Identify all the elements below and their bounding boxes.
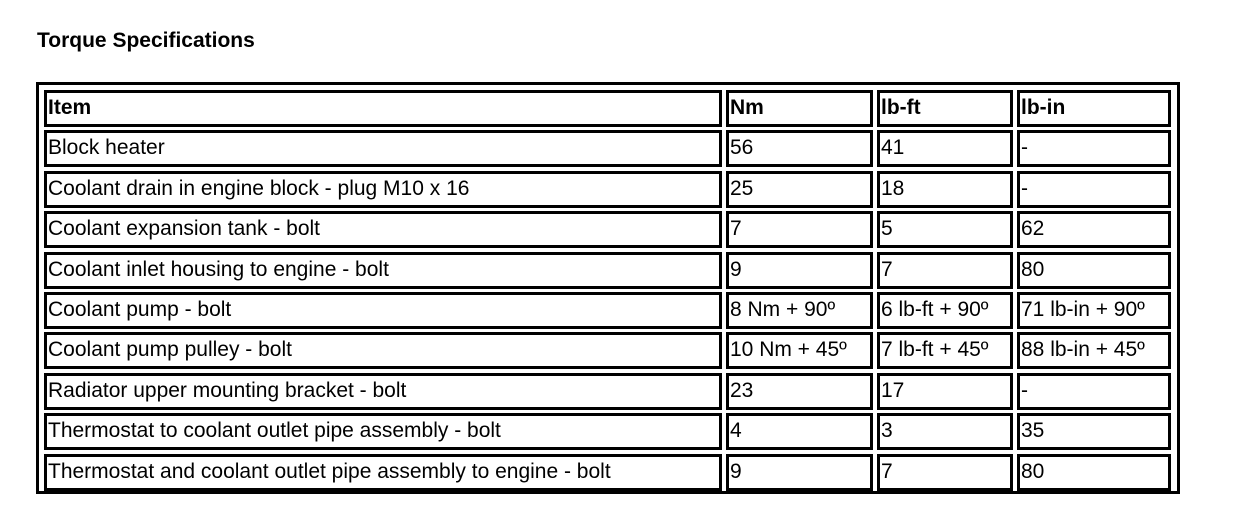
table-cell-item: Thermostat and coolant outlet pipe assembly to engine - bolt bbox=[44, 454, 722, 491]
table-cell-item: Coolant expansion tank - bolt bbox=[44, 211, 722, 248]
column-header-item: Item bbox=[44, 90, 722, 127]
table-cell-lb-in: 80 bbox=[1017, 454, 1171, 491]
table-cell-item: Coolant pump pulley - bolt bbox=[44, 332, 722, 369]
table-cell-nm: 23 bbox=[726, 373, 873, 410]
table-cell-item: Thermostat to coolant outlet pipe assembly - bolt bbox=[44, 413, 722, 450]
table-cell-lb-in: 88 lb-in + 45º bbox=[1017, 332, 1171, 369]
table-cell-lb-in: 35 bbox=[1017, 413, 1171, 450]
torque-table bbox=[36, 82, 1180, 494]
table-cell-nm: 56 bbox=[726, 130, 873, 167]
table-cell-nm: 25 bbox=[726, 171, 873, 208]
table-cell-nm: 7 bbox=[726, 211, 873, 248]
column-header-nm: Nm bbox=[726, 90, 873, 127]
table-cell-nm: 9 bbox=[726, 252, 873, 289]
column-header-lb-ft: lb-ft bbox=[877, 90, 1013, 127]
table-cell-lb-in: 62 bbox=[1017, 211, 1171, 248]
table-cell-lb-ft: 5 bbox=[877, 211, 1013, 248]
table-cell-lb-ft: 7 bbox=[877, 252, 1013, 289]
table-cell-lb-ft: 3 bbox=[877, 413, 1013, 450]
page-title: Torque Specifications bbox=[37, 29, 255, 52]
table-cell-lb-ft: 41 bbox=[877, 130, 1013, 167]
table-cell-lb-in: 80 bbox=[1017, 252, 1171, 289]
table-cell-lb-ft: 6 lb-ft + 90º bbox=[877, 292, 1013, 329]
table-cell-lb-ft: 7 bbox=[877, 454, 1013, 491]
table-cell-lb-ft: 18 bbox=[877, 171, 1013, 208]
table-cell-lb-in: - bbox=[1017, 171, 1171, 208]
table-cell-nm: 9 bbox=[726, 454, 873, 491]
table-cell-lb-ft: 17 bbox=[877, 373, 1013, 410]
table-cell-nm: 4 bbox=[726, 413, 873, 450]
table-cell-lb-in: - bbox=[1017, 130, 1171, 167]
table-cell-item: Coolant drain in engine block - plug M10 x 16 bbox=[44, 171, 722, 208]
table-cell-lb-ft: 7 lb-ft + 45º bbox=[877, 332, 1013, 369]
table-cell-lb-in: - bbox=[1017, 373, 1171, 410]
table-cell-item: Coolant pump - bolt bbox=[44, 292, 722, 329]
column-header-lb-in: lb-in bbox=[1017, 90, 1171, 127]
table-cell-lb-in: 71 lb-in + 90º bbox=[1017, 292, 1171, 329]
table-cell-item: Radiator upper mounting bracket - bolt bbox=[44, 373, 722, 410]
table-cell-nm: 8 Nm + 90º bbox=[726, 292, 873, 329]
table-cell-nm: 10 Nm + 45º bbox=[726, 332, 873, 369]
table-cell-item: Coolant inlet housing to engine - bolt bbox=[44, 252, 722, 289]
table-cell-item: Block heater bbox=[44, 130, 722, 167]
